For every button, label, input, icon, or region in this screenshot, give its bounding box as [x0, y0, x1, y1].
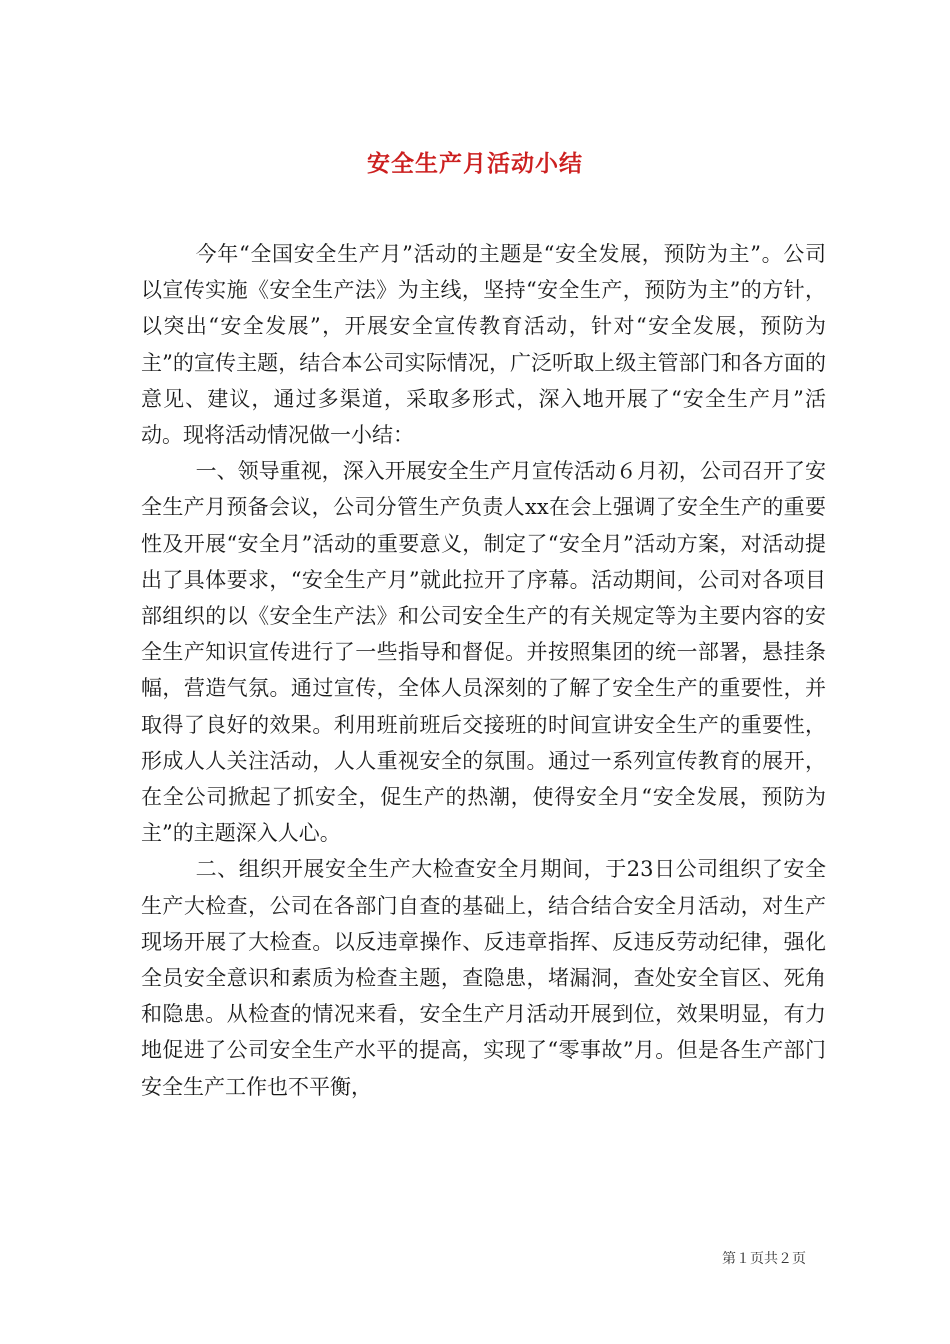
document-body [141, 236, 826, 1105]
paragraph-intro: 今年“全国安全生产月”活动的主题是“安全发展，预防为主”。公司以宣传实施《安全生产法》为主线，坚持“安全生产，预防为主”的方针，以突出“安全发展”，开展安全宣传教育活动，针对“安全发展，预防为主”的宣传主题，结合本公司实际情况，广泛听取上级主管部门和各方面的意见、建议，通过多渠道，采取多形式，深入地开展了“安全生产月”活动。现将活动情况做一小结： [141, 242, 826, 448]
paragraph-section-2: 二、组织开展安全生产大检查安全月期间，于23日公司组织了安全生产大检查，公司在各部门自查的基础上，结合结合安全月活动，对生产现场开展了大检查。以反违章操作、反违章指挥、反违反劳动纪律，强化全员安全意识和素质为检查主题，查隐患，堵漏洞，查处安全盲区、死角和隐患。从检查的情况来看，安全生产月活动开展到位，效果明显，有力地促进了公司安全生产水平的提高，实现了“零事故”月。但是各生产部门安全生产工作也不平衡， [141, 857, 826, 1099]
document-title: 安全生产月活动小结 [367, 150, 583, 178]
page-number-footer: 第１页共２页 [722, 1251, 806, 1267]
paragraph-section-1: 一、领导重视，深入开展安全生产月宣传活动６月初，公司召开了安全生产月预备会议，公司分管生产负责人xx在会上强调了安全生产的重要性及开展“安全月”活动的重要意义，制定了“安全月”活动方案，对活动提出了具体要求，“安全生产月”就此拉开了序幕。活动期间，公司对各项目部组织的以《安全生产法》和公司安全生产的有关规定等为主要内容的安全生产知识宣传进行了一些指导和督促。并按照集团的统一部署，悬挂条幅，营造气氛。通过宣传，全体人员深刻的了解了安全生产的重要性，并取得了良好的效果。利用班前班后交接班的时间宣讲安全生产的重要性，形成人人关注活动，人人重视安全的氛围。通过一系列宣传教育的展开，在全公司掀起了抓安全，促生产的热潮，使得安全月“安全发展，预防为主”的主题深入人心。 [141, 459, 826, 846]
